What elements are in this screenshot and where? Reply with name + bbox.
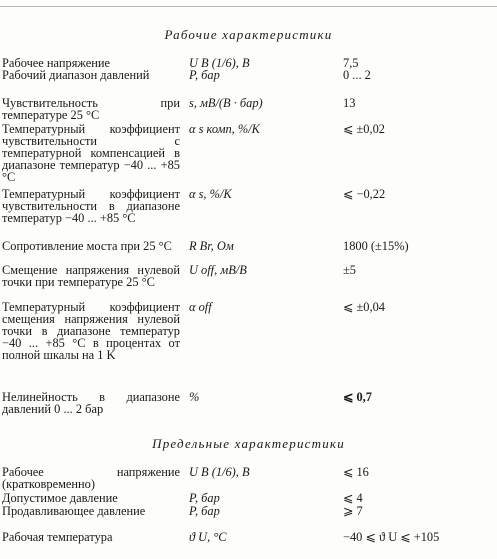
row-param: P, бар: [189, 491, 220, 505]
row-label: Чувствительность при температуре 25 °C: [2, 96, 180, 122]
row-param: %: [189, 390, 200, 404]
row-param: α off: [189, 300, 212, 314]
row-label: Температурный коэффициент смещения напряжения нулевой точки в диапазоне температур −40 ... +85 °C в процентах от полной шкалы на 1 K: [2, 300, 180, 362]
row-param: P, бар: [189, 504, 220, 518]
row-label: Допустимое давление: [2, 491, 118, 505]
row-value: ⩽ 4: [343, 491, 363, 505]
row-value: ⩽ ±0,02: [343, 122, 385, 136]
row-label: Рабочая температура: [2, 530, 113, 544]
row-param: P, бар: [189, 68, 220, 82]
row-param: α s комп, %/K: [189, 122, 260, 136]
row-value: ±5: [343, 263, 356, 277]
row-param: U off, мВ/В: [189, 263, 247, 277]
row-label: Температурный коэффициент чувствительности с температурной компенсацией в диапазоне температур −40 ... +85 °C: [2, 122, 180, 184]
row-value: ⩽ 16: [343, 465, 369, 479]
row-value: 7,5: [343, 56, 359, 70]
row-label: Рабочее напряжение: [2, 56, 111, 70]
row-param: ϑ U, °C: [189, 530, 227, 544]
section-title-limits: Предельные характеристики: [152, 436, 345, 451]
section-title-operating: Рабочие характеристики: [164, 27, 333, 42]
row-value: 1800 (±15%): [343, 239, 409, 253]
row-label: Нелинейность в диапазоне давлений 0 ... 2 бар: [2, 390, 180, 416]
row-label: Сопротивление моста при 25 °C: [2, 239, 172, 253]
row-param: R Br, Ом: [189, 239, 234, 253]
row-value: ⩽ −0,22: [343, 187, 386, 201]
row-value: ⩾ 7: [343, 504, 363, 518]
row-value: 13: [343, 96, 356, 110]
row-value: ⩽ 0,7: [343, 390, 372, 404]
row-value: ⩽ ±0,04: [343, 300, 385, 314]
row-value: 0 ... 2: [343, 68, 371, 82]
row-label: Рабочее напряжение (кратковременно): [2, 465, 180, 491]
row-param: U B (1/6), В: [189, 465, 250, 479]
row-value: −40 ⩽ ϑ U ⩽ +105: [343, 530, 440, 544]
row-label: Смещение напряжения нулевой точки при температуре 25 °C: [2, 263, 180, 289]
top-rule: [0, 6, 497, 7]
row-param: s, мВ/(В · бар): [189, 96, 263, 110]
row-label: Рабочий диапазон давлений: [2, 68, 150, 82]
row-param: U B (1/6), В: [189, 56, 250, 70]
row-param: α s, %/K: [189, 187, 232, 201]
row-label: Продавливающее давление: [2, 504, 146, 518]
row-label: Температурный коэффициент чувствительности в диапазоне температур −40 ... +85 °C: [2, 187, 180, 225]
